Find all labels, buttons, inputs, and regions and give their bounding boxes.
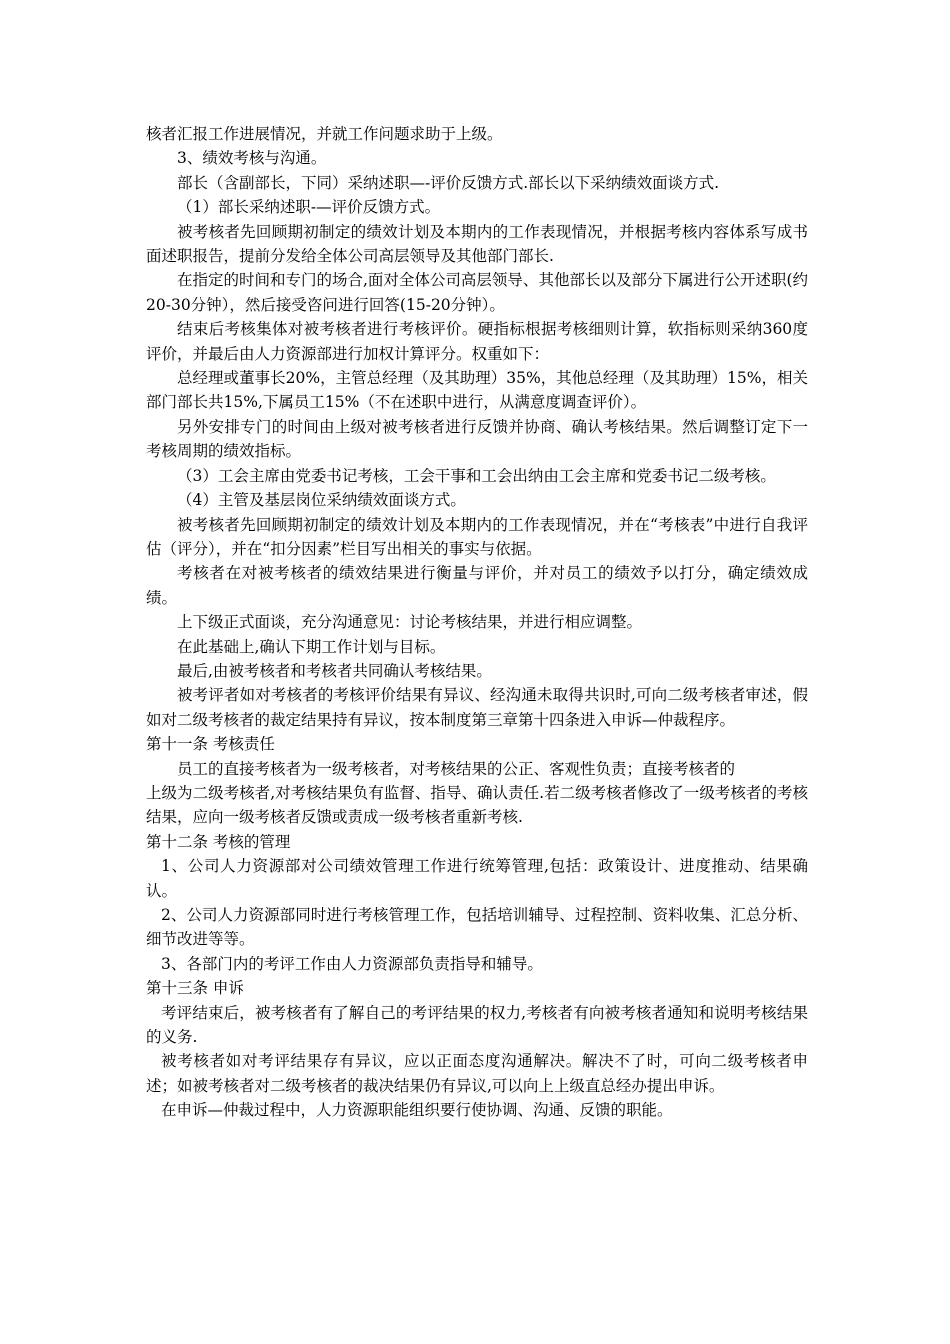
sub-item: （3）工会主席由党委书记考核，工会干事和工会出纳由工会主席和党委书记二级考核。: [177, 466, 776, 485]
list-item: 1、公司人力资源部对公司绩效管理工作进行统筹管理,包括：政策设计、进度推动、结果确认。: [146, 857, 808, 900]
article-heading: 第十三条 申诉: [146, 979, 244, 998]
paragraph: 另外安排专门的时间由上级对被考核者进行反馈并协商、确认考核结果。然后调整订定下一考核周期的绩效指标。: [146, 417, 808, 461]
paragraph: 结束后考核集体对被考核者进行考核评价。硬指标根据考核细则计算，软指标则采纳360度评价，并最后由人力资源部进行加权计算评分。权重如下：: [146, 320, 808, 363]
paragraph: 员工的直接考核者为一级考核者，对考核结果的公正、客观性负责；直接考核者的: [177, 759, 736, 778]
paragraph: 被考核者先回顾期初制定的绩效计划及本期内的工作表现情况，并根据考核内容体系写成书面述职报告，提前分发给全体公司高层领导及其他部门部长.: [146, 222, 808, 266]
list-item: 2、公司人力资源部同时进行考核管理工作，包括培训辅导、过程控制、资料收集、汇总分析、细节改进等等。: [146, 906, 808, 949]
paragraph: 最后,由被考核者和考核者共同确认考核结果。: [177, 661, 492, 680]
paragraph: 被考评者如对考核者的考核评价结果有异议、经沟通未取得共识时,可向二级考核者审述，假如对二级考核者的裁定结果持有异议，按本制度第三章第十四条进入申诉—仲裁程序。: [146, 686, 808, 729]
paragraph: 考评结束后，被考核者有了解自己的考评结果的权力,考核者有向被考核者通知和说明考核结果的义务.: [146, 1003, 808, 1047]
paragraph: 在此基础上,确认下期工作计划与目标。: [177, 637, 446, 656]
paragraph: 考核者在对被考核者的绩效结果进行衡量与评价，并对员工的绩效予以打分，确定绩效成绩。: [146, 564, 808, 607]
sub-item: （1）部长采纳述职-—评价反馈方式。: [177, 198, 441, 217]
paragraph: 在指定的时间和专门的场合,面对全体公司高层领导、其他部长以及部分下属进行公开述职(约20-30分钟），然后接受咨问进行回答(15-20分钟）。: [146, 271, 808, 314]
weights-paragraph: 总经理或董事长20%，主管总经理（及其助理）35%，其他总经理（及其助理）15%，相关部门部长共15%,下属员工15%（不在述职中进行，从满意度调查评价）。: [146, 369, 808, 412]
paragraph: 部长（含副部长，下同）采纳述职—-评价反馈方式.部长以下采纳绩效面谈方式.: [177, 173, 720, 192]
paragraph: 在申诉—仲裁过程中，人力资源职能组织要行使协调、沟通、反馈的职能。: [161, 1101, 673, 1120]
section-item: 3、绩效考核与沟通。: [177, 149, 327, 168]
list-item: 3、各部门内的考评工作由人力资源部负责指导和辅导。: [161, 954, 543, 973]
article-heading: 第十一条 考核责任: [146, 735, 275, 754]
paragraph: 上下级正式面谈，充分沟通意见：讨论考核结果，并进行相应调整。: [177, 613, 643, 632]
paragraph: 被考核者先回顾期初制定的绩效计划及本期内的工作表现情况，并在“考核表”中进行自我评估（评分），并在“扣分因素”栏目写出相关的事实与依据。: [146, 515, 808, 558]
paragraph: 核者汇报工作进展情况，并就工作问题求助于上级。: [146, 125, 503, 143]
document-body: [146, 122, 808, 1123]
article-heading: 第十二条 考核的管理: [146, 832, 291, 851]
sub-item: （4）主管及基层岗位采纳绩效面谈方式。: [177, 491, 466, 510]
paragraph: 上级为二级考核者,对考核结果负有监督、指导、确认责任.若二级考核者修改了一级考核者的考核结果，应向一级考核者反馈或责成一级考核者重新考核.: [146, 783, 808, 827]
paragraph: 被考核者如对考评结果存有异议，应以正面态度沟通解决。解决不了时，可向二级考核者申述；如被考核者对二级考核者的裁决结果仍有异议,可以向上上级直总经办提出申诉。: [146, 1052, 808, 1095]
